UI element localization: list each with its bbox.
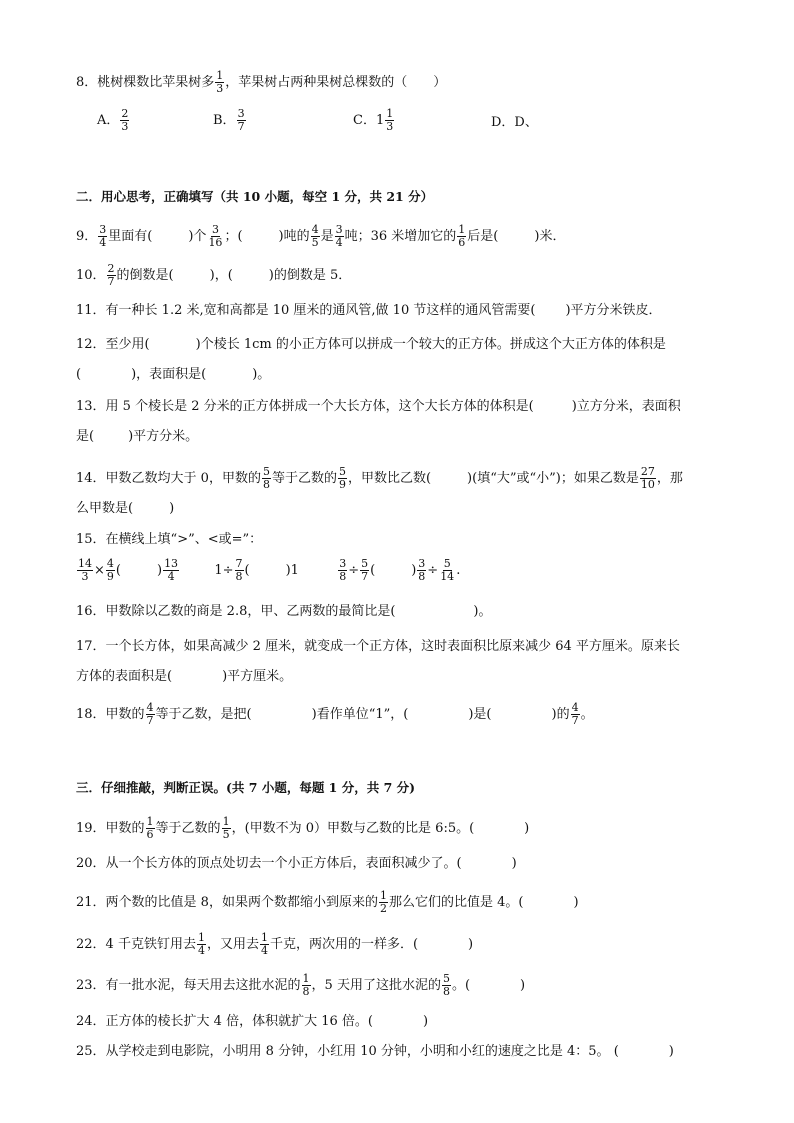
q11-text: 11．有一种长 1.2 米,宽和高都是 10 厘米的通风管,做 10 节这样的通风管需要( bbox=[76, 303, 536, 318]
q12-text: )个棱长 1cm 的小正方体可以拼成一个较大的正方体。拼成这个大正方体的体积是 bbox=[195, 337, 666, 352]
fraction bbox=[235, 558, 244, 583]
q18-text: )是( bbox=[468, 707, 492, 722]
fraction bbox=[163, 558, 179, 583]
q22-text: ，又用去 bbox=[206, 937, 259, 952]
numerator: 4 bbox=[311, 223, 319, 236]
question-14-line2 bbox=[76, 500, 174, 518]
question-18 bbox=[76, 702, 594, 727]
q16-text: 16．甲数除以乙数的商是 2.8，甲、乙两数的最简比是( bbox=[76, 604, 396, 619]
option-a[interactable] bbox=[97, 108, 130, 133]
q9-text: 9． bbox=[76, 229, 98, 244]
question-15 bbox=[76, 531, 262, 549]
q22-text: ) bbox=[468, 937, 474, 952]
denominator: 7 bbox=[107, 275, 115, 288]
q8-text: 8．桃树棵数比苹果树多 bbox=[76, 75, 215, 90]
denominator: 3 bbox=[81, 570, 89, 583]
fraction bbox=[385, 108, 394, 133]
fraction bbox=[457, 224, 466, 249]
fraction bbox=[215, 70, 224, 95]
q10-text: )的倒数是 5． bbox=[268, 268, 352, 283]
q13-text: 是( bbox=[76, 429, 95, 444]
q11-text: )平方分米铁皮． bbox=[565, 303, 662, 318]
option-d[interactable] bbox=[491, 114, 538, 132]
fraction bbox=[417, 558, 426, 583]
question-10 bbox=[76, 263, 351, 288]
numerator: 2 bbox=[107, 262, 115, 275]
denominator: 3 bbox=[386, 120, 394, 133]
numerator: 5 bbox=[361, 557, 369, 570]
denominator: 4 bbox=[99, 236, 107, 249]
q14-text: 14．甲数乙数均大于 0，甲数的 bbox=[76, 471, 261, 486]
paren: ( bbox=[370, 563, 376, 578]
question-15-expressions bbox=[76, 558, 460, 583]
q9-text: ；( bbox=[224, 229, 243, 244]
fraction bbox=[302, 973, 311, 998]
q9-text: )米． bbox=[534, 229, 566, 244]
q21-text: 21．两个数的比值是 8，如果两个数都缩小到原来的 bbox=[76, 895, 378, 910]
numerator: 5 bbox=[262, 465, 270, 478]
fraction bbox=[107, 263, 116, 288]
q14-text: ) bbox=[169, 501, 175, 516]
numerator: 2 bbox=[121, 107, 129, 120]
numerator: 5 bbox=[443, 557, 451, 570]
question-8 bbox=[76, 70, 446, 95]
q15-text: 15．在横线上填“>”、<或=”： bbox=[76, 532, 263, 547]
q19-text: 19．甲数的 bbox=[76, 821, 145, 836]
q8-text: ，苹果树占两种果树总棵数的（ ） bbox=[225, 75, 447, 90]
q9-text: 里面有( bbox=[108, 229, 153, 244]
denominator: 8 bbox=[235, 570, 243, 583]
q22-text: 千克，两次用的一样多．( bbox=[269, 937, 419, 952]
q25-text: ) bbox=[668, 1044, 674, 1059]
fraction bbox=[262, 466, 271, 491]
denominator: 7 bbox=[571, 714, 579, 727]
q18-text: )的 bbox=[551, 707, 570, 722]
fraction bbox=[197, 932, 206, 957]
denominator: 5 bbox=[222, 828, 230, 841]
q16-text: )。 bbox=[473, 604, 492, 619]
q19-text: ) bbox=[524, 821, 530, 836]
numerator: 1 bbox=[302, 972, 310, 985]
q22-text: 22．4 千克铁钉用去 bbox=[76, 937, 196, 952]
denominator: 4 bbox=[197, 944, 205, 957]
numerator: 1 bbox=[197, 931, 205, 944]
q17-text: )平方厘米。 bbox=[222, 669, 293, 684]
question-11 bbox=[76, 302, 662, 320]
q13-text: 13．用 5 个棱长是 2 分米的正方体拼成一个大长方体，这个大长方体的体积是( bbox=[76, 399, 534, 414]
numerator: 27 bbox=[640, 465, 655, 478]
question-12-line2 bbox=[76, 366, 270, 384]
question-13-line2 bbox=[76, 428, 198, 446]
q18-text: )看作单位“1”，( bbox=[311, 707, 409, 722]
denominator: 6 bbox=[146, 828, 154, 841]
denominator: 8 bbox=[302, 985, 310, 998]
q25-text: 25．从学校走到电影院，小明用 8 分钟，小红用 10 分钟，小明和小红的速度之比是 4：5。 ( bbox=[76, 1044, 619, 1059]
q17-text: 17．一个长方体，如果高减少 2 厘米，就变成一个正方体，这时表面积比原来减少 64 平方厘米。原来长 bbox=[76, 639, 680, 654]
question-9 bbox=[76, 224, 565, 249]
q20-text: ) bbox=[511, 856, 517, 871]
denominator: 8 bbox=[262, 478, 270, 491]
option-label: B． bbox=[213, 113, 236, 128]
paren: ) bbox=[411, 563, 417, 578]
denominator: 2 bbox=[379, 902, 387, 915]
numerator: 1 bbox=[222, 815, 230, 828]
q10-text: )，( bbox=[209, 268, 233, 283]
numerator: 7 bbox=[235, 557, 243, 570]
question-24 bbox=[76, 1013, 428, 1031]
q9-text: 是 bbox=[320, 229, 334, 244]
denominator: 3 bbox=[121, 120, 129, 133]
q10-text: 的倒数是( bbox=[116, 268, 174, 283]
fraction bbox=[338, 558, 347, 583]
q19-text: ，(甲数不为 0）甲数与乙数的比是 6:5。( bbox=[231, 821, 475, 836]
fraction bbox=[439, 558, 455, 583]
numerator: 1 bbox=[386, 107, 394, 120]
operator: × bbox=[94, 563, 105, 578]
fraction bbox=[338, 466, 347, 491]
numerator: 5 bbox=[442, 972, 450, 985]
numerator: 4 bbox=[106, 557, 114, 570]
paren: ( bbox=[115, 563, 121, 578]
q9-text: 吨；36 米增加它的 bbox=[344, 229, 457, 244]
q18-text: 18．甲数的 bbox=[76, 707, 145, 722]
q12-text: 12．至少用( bbox=[76, 337, 150, 352]
q12-text: )。 bbox=[252, 367, 271, 382]
denominator: 4 bbox=[167, 570, 175, 583]
question-13 bbox=[76, 398, 681, 416]
numerator: 1 bbox=[260, 931, 268, 944]
q12-text: )，表面积是( bbox=[131, 367, 207, 382]
q14-text: )(填“大”或“小”)；如果乙数是 bbox=[467, 471, 639, 486]
q18-text: 。 bbox=[580, 707, 594, 722]
denominator: 4 bbox=[260, 944, 268, 957]
denominator: 5 bbox=[311, 236, 319, 249]
denominator: 6 bbox=[458, 236, 466, 249]
question-17 bbox=[76, 638, 680, 656]
denominator: 7 bbox=[146, 714, 154, 727]
denominator: 8 bbox=[339, 570, 347, 583]
fraction bbox=[146, 816, 155, 841]
fraction bbox=[311, 224, 320, 249]
question-14 bbox=[76, 466, 683, 491]
fraction bbox=[146, 702, 155, 727]
numerator: 3 bbox=[99, 223, 107, 236]
q23-text: ，5 天用了这批水泥的 bbox=[311, 978, 441, 993]
q9-text: )个 bbox=[188, 229, 207, 244]
numerator: 3 bbox=[237, 107, 245, 120]
numerator: 1 bbox=[146, 815, 154, 828]
question-21 bbox=[76, 890, 579, 915]
operator: ÷ bbox=[348, 563, 360, 578]
numerator: 14 bbox=[78, 557, 92, 570]
paren: ( bbox=[244, 563, 250, 578]
denominator: 14 bbox=[440, 570, 455, 583]
fraction bbox=[442, 973, 451, 998]
fraction bbox=[260, 932, 269, 957]
question-16 bbox=[76, 603, 492, 621]
denominator: 7 bbox=[237, 120, 245, 133]
q12-text: ( bbox=[76, 367, 82, 382]
fraction bbox=[335, 224, 344, 249]
fraction bbox=[571, 702, 580, 727]
q23-text: ) bbox=[520, 978, 526, 993]
q13-text: )立方分米，表面积 bbox=[571, 399, 681, 414]
numerator: 5 bbox=[338, 465, 346, 478]
fraction bbox=[120, 108, 129, 133]
fraction bbox=[379, 890, 388, 915]
denominator: 9 bbox=[338, 478, 346, 491]
fraction bbox=[222, 816, 231, 841]
option-label: D．D、 bbox=[491, 115, 538, 130]
q10-text: 10． bbox=[76, 268, 106, 283]
denominator: 9 bbox=[106, 570, 114, 583]
q24-text: ) bbox=[422, 1014, 429, 1029]
denominator: 16 bbox=[208, 236, 223, 249]
q18-text: 等于乙数，是把( bbox=[155, 707, 252, 722]
fraction bbox=[640, 466, 656, 491]
q21-text: 那么它们的比值是 4。( bbox=[388, 895, 524, 910]
q23-text: 23．有一批水泥，每天用去这批水泥的 bbox=[76, 978, 301, 993]
expr-text: . bbox=[456, 563, 461, 578]
q14-text: ，那 bbox=[656, 471, 683, 486]
q14-text: 等于乙数的 bbox=[271, 471, 337, 486]
q21-text: ) bbox=[573, 895, 579, 910]
q14-text: ，甲数比乙数( bbox=[347, 471, 432, 486]
fraction bbox=[237, 108, 246, 133]
numerator: 4 bbox=[146, 701, 154, 714]
q20-text: 20．从一个长方体的顶点处切去一个小正方体后，表面积减少了。( bbox=[76, 856, 462, 871]
question-19 bbox=[76, 816, 529, 841]
fraction bbox=[77, 558, 93, 583]
question-25 bbox=[76, 1043, 674, 1061]
option-c[interactable] bbox=[353, 108, 395, 133]
denominator: 10 bbox=[640, 478, 655, 491]
denominator: 4 bbox=[335, 236, 343, 249]
q24-text: 24．正方体的棱长扩大 4 倍，体积就扩大 16 倍。( bbox=[76, 1014, 373, 1029]
numerator: 3 bbox=[211, 223, 219, 236]
section-2-heading: 二．用心思考，正确填写（共 10 小题，每空 1 分，共 21 分） bbox=[76, 189, 434, 204]
paren: )1 bbox=[285, 563, 299, 578]
fraction bbox=[98, 224, 107, 249]
q17-text: 方体的表面积是( bbox=[76, 669, 173, 684]
q14-text: 么甲数是( bbox=[76, 501, 134, 516]
question-12 bbox=[76, 336, 666, 354]
fraction bbox=[106, 558, 115, 583]
paren: ) bbox=[156, 563, 163, 578]
q13-text: )平方分米。 bbox=[128, 429, 199, 444]
denominator: 8 bbox=[442, 985, 450, 998]
denominator: 7 bbox=[361, 570, 369, 583]
numerator: 3 bbox=[335, 223, 343, 236]
q9-text: )吨的 bbox=[278, 229, 310, 244]
question-17-line2 bbox=[76, 668, 292, 686]
numerator: 3 bbox=[339, 557, 347, 570]
denominator: 8 bbox=[418, 570, 426, 583]
option-label: A． bbox=[97, 113, 120, 128]
numerator: 1 bbox=[379, 889, 387, 902]
numerator: 3 bbox=[418, 557, 426, 570]
numerator: 4 bbox=[571, 701, 579, 714]
fraction bbox=[360, 558, 369, 583]
question-20 bbox=[76, 855, 517, 873]
numerator: 1 bbox=[458, 223, 466, 236]
numerator: 1 bbox=[216, 69, 224, 82]
fraction bbox=[207, 224, 223, 249]
numerator: 13 bbox=[164, 557, 179, 570]
question-23 bbox=[76, 973, 525, 998]
section-3-heading: 三．仔细推敲，判断正误。(共 7 小题，每题 1 分，共 7 分) bbox=[76, 780, 416, 795]
option-b[interactable] bbox=[213, 108, 247, 133]
option-label: C．1 bbox=[353, 113, 385, 128]
operator: ÷ bbox=[427, 563, 439, 578]
q9-text: 后是( bbox=[467, 229, 499, 244]
question-22 bbox=[76, 932, 473, 957]
denominator: 3 bbox=[216, 82, 224, 95]
q23-text: 。( bbox=[451, 978, 471, 993]
q19-text: 等于乙数的 bbox=[155, 821, 221, 836]
expr-text: 1÷ bbox=[214, 563, 234, 578]
